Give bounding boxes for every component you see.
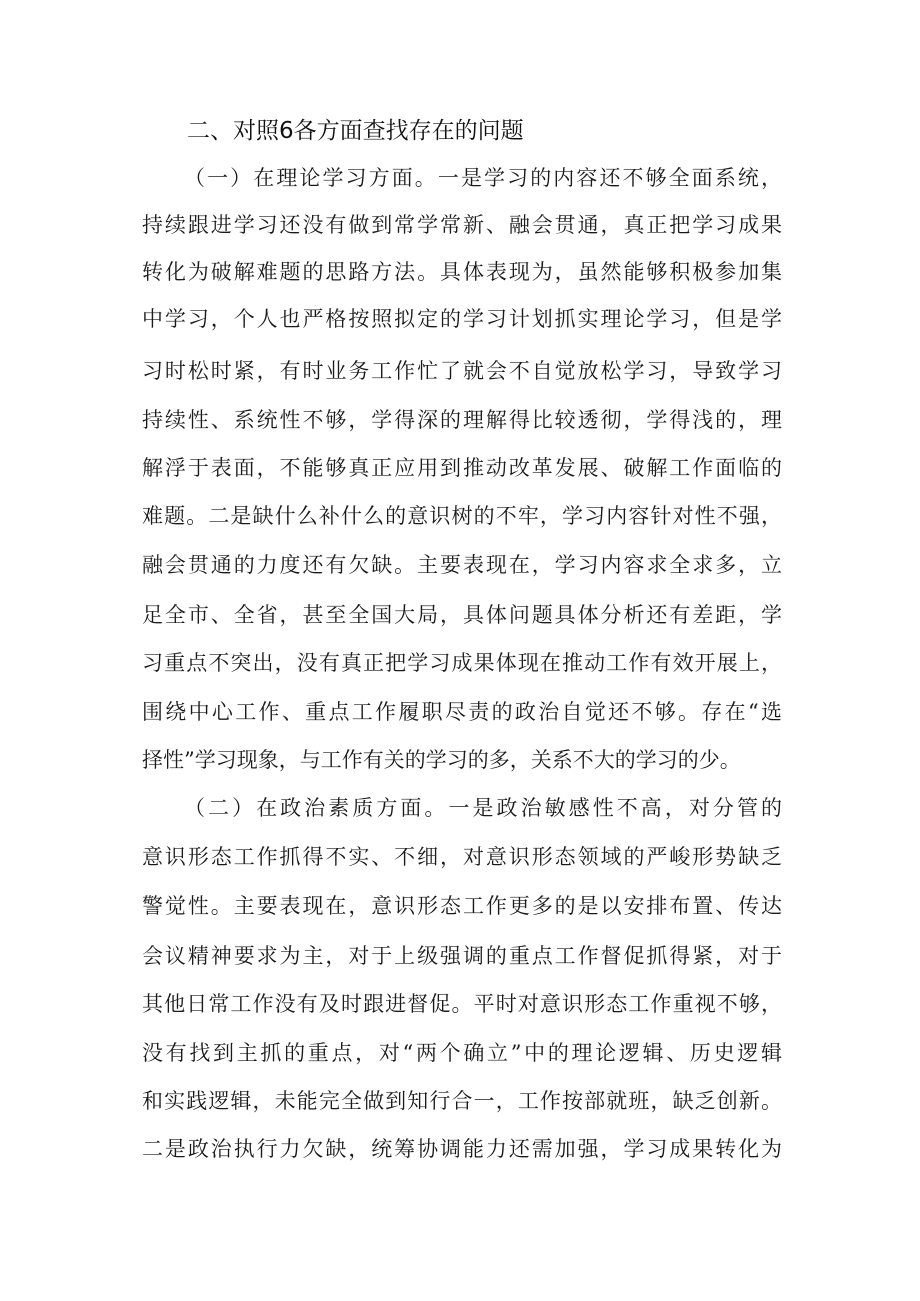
paragraph-line: 围绕中心工作、重点工作履职尽责的政治自觉还不够。存在“选: [142, 700, 782, 724]
paragraph-line: 和实践逻辑，未能完全做到知行合一，工作按部就班，缺乏创新。: [142, 1089, 782, 1113]
paragraph-line: 意识形态工作抓得不实、不细，对意识形态领域的严峻形势缺乏: [142, 845, 782, 869]
paragraph-line: 警觉性。主要表现在，意识形态工作更多的是以安排布置、传达: [142, 894, 782, 918]
paragraph-line: （一）在理论学习方面。一是学习的内容还不够全面系统，: [184, 166, 782, 190]
paragraph-line: 融会贯通的力度还有欠缺。主要表现在，学习内容求全求多，立: [142, 553, 782, 577]
paragraph-line: 转化为破解难题的思路方法。具体表现为，虽然能够积极参加集: [142, 260, 782, 284]
paragraph-line: 会议精神要求为主，对于上级强调的重点工作督促抓得紧，对于: [142, 944, 782, 968]
paragraph-line: 没有找到主抓的重点，对“两个确立”中的理论逻辑、历史逻辑: [142, 1041, 782, 1065]
paragraph-line: 足全市、全省，甚至全国大局，具体问题具体分析还有差距，学: [142, 603, 782, 627]
paragraph-line: 持续性、系统性不够，学得深的理解得比较透彻，学得浅的，理: [142, 408, 782, 432]
paragraph-line: 其他日常工作没有及时跟进督促。平时对意识形态工作重视不够，: [142, 992, 782, 1016]
paragraph-line: 中学习，个人也严格按照拟定的学习计划抓实理论学习，但是学: [142, 307, 782, 331]
paragraph-line: 难题。二是缺什么补什么的意识树的不牢，学习内容针对性不强，: [142, 504, 782, 528]
paragraph-line: 择性”学习现象，与工作有关的学习的多，关系不大的学习的少。: [142, 748, 741, 772]
paragraph-line: 习重点不突出，没有真正把学习成果体现在推动工作有效开展上，: [142, 651, 782, 675]
paragraph-line: （二）在政治素质方面。一是政治敏感性不高，对分管的: [184, 796, 782, 820]
section-heading: 二、对照6各方面查找存在的问题: [187, 118, 524, 144]
paragraph-line: 二是政治执行力欠缺，统筹协调能力还需加强，学习成果转化为: [142, 1137, 782, 1161]
paragraph-line: 解浮于表面，不能够真正应用到推动改革发展、破解工作面临的: [142, 456, 782, 480]
paragraph-line: 习时松时紧，有时业务工作忙了就会不自觉放松学习，导致学习: [142, 359, 782, 383]
paragraph-line: 持续跟进学习还没有做到常学常新、融会贯通，真正把学习成果: [142, 213, 782, 237]
